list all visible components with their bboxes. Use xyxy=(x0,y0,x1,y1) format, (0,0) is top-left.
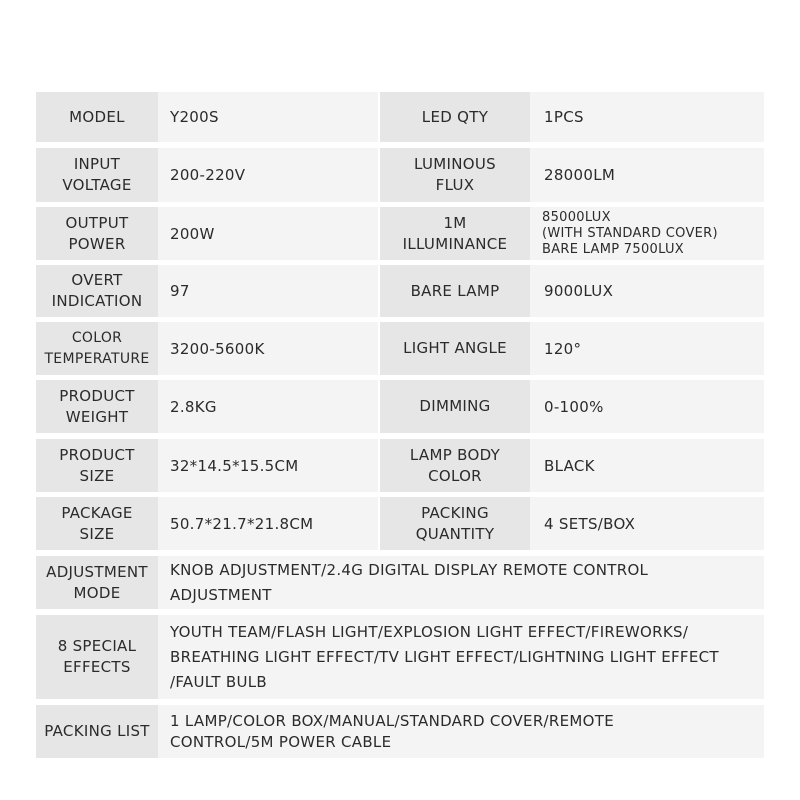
spec-value-text: 1 LAMP/COLOR BOX/MANUAL/STANDARD COVER/REMOTE CONTROL/5M POWER CABLE xyxy=(170,711,615,751)
spec-value xyxy=(158,556,764,609)
spec-label xyxy=(380,380,530,433)
spec-value-text: 9000LUX xyxy=(544,282,614,300)
spec-label-text: LAMP BODY COLOR xyxy=(409,445,501,485)
spec-row xyxy=(36,265,764,317)
spec-value xyxy=(530,207,764,260)
spec-label xyxy=(36,92,158,142)
spec-value-text: 120° xyxy=(544,339,582,358)
spec-row xyxy=(36,207,764,260)
spec-label-text: LUMINOUS FLUX xyxy=(414,155,496,194)
spec-label xyxy=(380,439,530,492)
spec-value xyxy=(158,265,378,317)
spec-value xyxy=(530,148,764,202)
spec-value xyxy=(530,265,764,317)
spec-value-text: 3200-5600K xyxy=(170,339,265,358)
spec-value xyxy=(158,148,378,202)
spec-label xyxy=(36,497,158,550)
spec-label xyxy=(380,92,530,142)
spec-value-text: KNOB ADJUSTMENT/2.4G DIGITAL DISPLAY REMOTE CONTROL ADJUSTMENT xyxy=(170,560,649,604)
spec-label-text: PRODUCT WEIGHT xyxy=(59,386,135,426)
spec-value-text: 97 xyxy=(170,282,190,300)
spec-label xyxy=(36,556,158,609)
spec-label xyxy=(36,380,158,433)
spec-value xyxy=(158,380,378,433)
spec-label-text: ADJUSTMENT MODE xyxy=(46,562,148,602)
spec-label-text: 8 SPECIAL EFFECTS xyxy=(57,637,137,676)
spec-value xyxy=(158,92,378,142)
spec-value xyxy=(158,322,378,375)
spec-label-text: PRODUCT SIZE xyxy=(59,445,135,485)
spec-label-text: COLOR TEMPERATURE xyxy=(44,329,150,367)
spec-label-text: LIGHT ANGLE xyxy=(403,339,507,357)
spec-value xyxy=(158,705,764,758)
spec-label xyxy=(380,207,530,260)
spec-value-text: BLACK xyxy=(544,456,595,475)
spec-value xyxy=(530,92,764,142)
spec-value-text: Y200S xyxy=(170,108,219,126)
spec-row xyxy=(36,92,764,142)
spec-label xyxy=(36,705,158,758)
spec-label xyxy=(36,265,158,317)
spec-label xyxy=(380,322,530,375)
spec-label xyxy=(36,322,158,375)
spec-label-text: INPUT VOLTAGE xyxy=(62,155,132,194)
spec-label-text: OVERT INDICATION xyxy=(51,271,143,310)
spec-label xyxy=(380,497,530,550)
spec-label-text: MODEL xyxy=(69,107,125,126)
spec-row-wide xyxy=(36,556,764,609)
spec-value xyxy=(158,207,378,260)
spec-label xyxy=(380,148,530,202)
spec-label xyxy=(36,207,158,260)
spec-label-text: OUTPUT POWER xyxy=(65,213,129,253)
spec-row xyxy=(36,439,764,492)
spec-label xyxy=(380,265,530,317)
spec-label-text: DIMMING xyxy=(419,397,491,415)
spec-value xyxy=(158,497,378,550)
spec-value-text: 0-100% xyxy=(544,397,604,416)
spec-label xyxy=(36,615,158,699)
spec-value-text: 28000LM xyxy=(544,166,616,184)
spec-label xyxy=(36,439,158,492)
spec-value-text: 200-220V xyxy=(170,166,246,184)
spec-row-wide xyxy=(36,615,764,699)
spec-value-text: 1PCS xyxy=(544,108,584,126)
spec-value xyxy=(530,497,764,550)
spec-label-text: BARE LAMP xyxy=(410,281,500,300)
spec-label-text: LED QTY xyxy=(421,107,489,126)
spec-value-text: 200W xyxy=(170,224,215,243)
spec-label-text: PACKAGE SIZE xyxy=(61,503,133,543)
spec-label-text: PACKING LIST xyxy=(44,722,150,740)
spec-label-text: PACKING QUANTITY xyxy=(415,503,495,543)
spec-value-text: 85000LUX (WITH STANDARD COVER) BARE LAMP 7500LUX xyxy=(542,209,718,257)
spec-value-text: 2.8KG xyxy=(170,397,217,416)
spec-label xyxy=(36,148,158,202)
spec-row xyxy=(36,497,764,550)
spec-value-text: YOUTH TEAM/FLASH LIGHT/EXPLOSION LIGHT EFFECT/FIREWORKS/ BREATHING LIGHT EFFECT/TV LIGHT EFFECT/LIGHTNING LIGHT EFFECT /FAULT BULB xyxy=(170,622,719,691)
spec-value-text: 50.7*21.7*21.8CM xyxy=(170,514,314,533)
spec-row-wide xyxy=(36,705,764,758)
spec-row xyxy=(36,148,764,202)
spec-value-text: 4 SETS/BOX xyxy=(544,514,636,533)
spec-value xyxy=(158,439,378,492)
spec-value xyxy=(530,380,764,433)
spec-value-text: 32*14.5*15.5CM xyxy=(170,456,299,475)
spec-row xyxy=(36,380,764,433)
spec-value xyxy=(530,322,764,375)
spec-value xyxy=(530,439,764,492)
spec-value xyxy=(158,615,764,699)
spec-label-text: 1M ILLUMINANCE xyxy=(402,213,508,253)
spec-row xyxy=(36,322,764,375)
